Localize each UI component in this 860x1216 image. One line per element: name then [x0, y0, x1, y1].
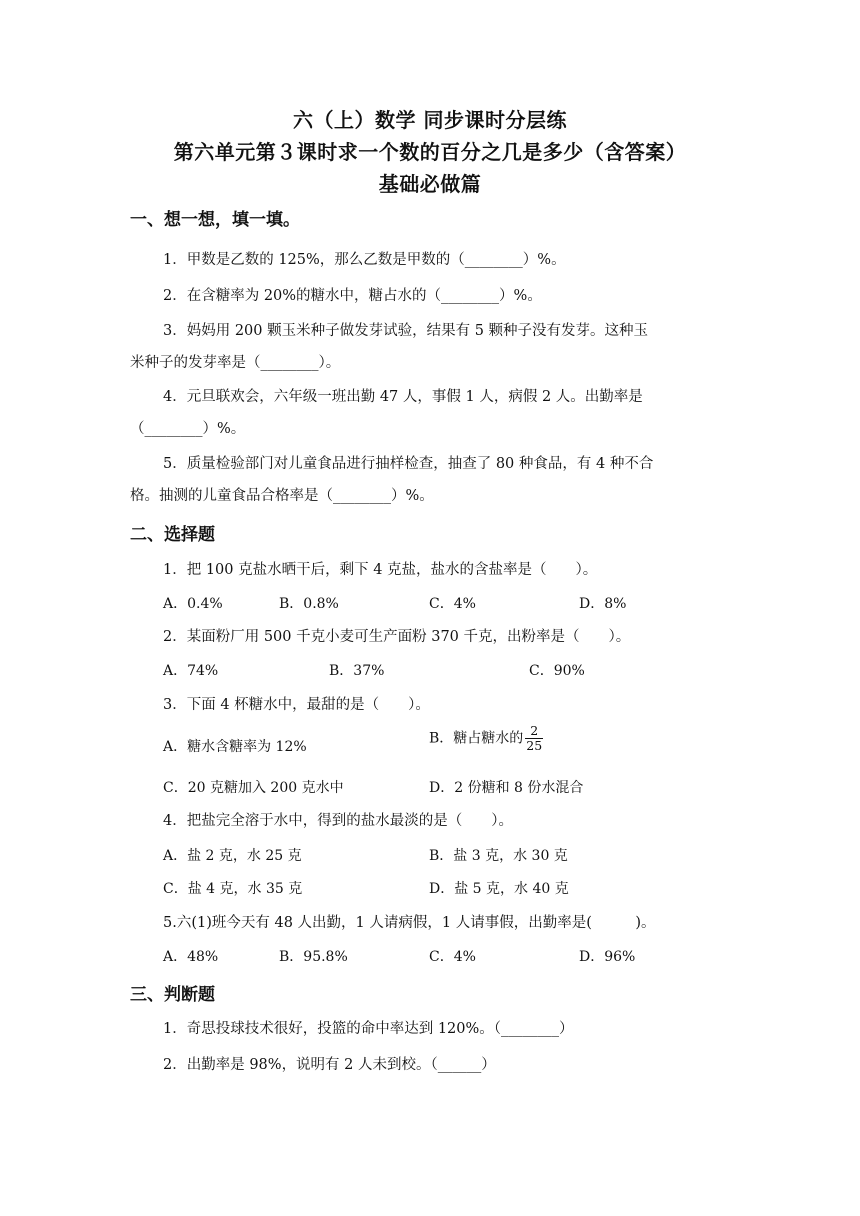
title-line-3: 基础必做篇 — [378, 172, 482, 196]
choice-5-option-c: C．4% — [429, 949, 476, 965]
fraction — [525, 724, 543, 753]
section-1-heading: 一、想一想，填一填。 — [130, 210, 300, 230]
fill-question-1: 1．甲数是乙数的 125%，那么乙数是甲数的（________）%。 — [163, 252, 566, 268]
choice-5-option-a: A．48% — [163, 949, 219, 965]
fill-question-2: 2．在含糖率为 20%的糖水中，糖占水的（________）%。 — [163, 288, 542, 304]
choice-3-option-a: A．糖水含糖率为 12% — [163, 739, 307, 755]
fill-question-5-line-2: 格。抽测的儿童食品合格率是（________）%。 — [130, 488, 434, 504]
choice-5-option-b: B．95.8% — [279, 949, 348, 965]
fill-question-4-line-1: 4．元旦联欢会，六年级一班出勤 47 人，事假 1 人，病假 2 人。出勤率是 — [163, 389, 643, 405]
title-line-1: 六（上）数学 同步课时分层练 — [293, 108, 567, 132]
fill-question-4-line-2: （________）%。 — [130, 421, 246, 437]
choice-1-option-d: D．8% — [579, 596, 627, 612]
choice-3-option-c: C．20 克糖加入 200 克水中 — [163, 780, 344, 796]
choice-4-option-a: A．盐 2 克，水 25 克 — [163, 848, 302, 864]
fill-question-5-line-1: 5．质量检验部门对儿童食品进行抽样检查，抽查了 80 种食品，有 4 种不合 — [163, 456, 654, 472]
choice-4-option-d: D．盐 5 克，水 40 克 — [429, 881, 569, 897]
choice-3-option-b — [429, 724, 543, 753]
choice-question-4: 4．把盐完全溶于水中，得到的盐水最淡的是（ ）。 — [163, 813, 513, 829]
choice-1-option-b: B．0.8% — [279, 596, 339, 612]
choice-1-option-c: C．4% — [429, 596, 476, 612]
fill-question-3-line-1: 3．妈妈用 200 颗玉米种子做发芽试验，结果有 5 颗种子没有发芽。这种玉 — [163, 323, 649, 339]
fraction-denominator: 25 — [526, 737, 543, 753]
fill-question-3-line-2: 米种子的发芽率是（________）。 — [130, 355, 341, 371]
judge-question-1: 1．奇思投球技术很好，投篮的命中率达到 120%。（________） — [163, 1021, 574, 1037]
choice-3-option-b-text: B．糖占糖水的 — [429, 730, 524, 747]
choice-5-option-d: D．96% — [579, 949, 636, 965]
choice-3-option-d: D．2 份糖和 8 份水混合 — [429, 780, 584, 796]
choice-question-1: 1．把 100 克盐水晒干后，剩下 4 克盐，盐水的含盐率是（ ）。 — [163, 562, 598, 578]
choice-2-option-a: A．74% — [163, 663, 219, 679]
choice-4-option-b: B．盐 3 克，水 30 克 — [429, 848, 568, 864]
choice-1-option-a: A．0.4% — [163, 596, 223, 612]
choice-4-option-c: C．盐 4 克，水 35 克 — [163, 881, 303, 897]
choice-question-3: 3．下面 4 杯糖水中，最甜的是（ ）。 — [163, 697, 430, 713]
section-3-heading: 三、判断题 — [130, 985, 215, 1005]
judge-question-2: 2．出勤率是 98%，说明有 2 人未到校。（______） — [163, 1057, 496, 1073]
section-2-heading: 二、选择题 — [130, 525, 215, 545]
fraction-numerator: 2 — [525, 724, 543, 739]
choice-question-2: 2．某面粉厂用 500 千克小麦可生产面粉 370 千克，出粉率是（ ）。 — [163, 629, 631, 645]
title-line-2: 第六单元第３课时求一个数的百分之几是多少（含答案） — [173, 140, 687, 164]
choice-2-option-c: C．90% — [529, 663, 585, 679]
choice-2-option-b: B．37% — [329, 663, 385, 679]
choice-question-5: 5.六(1)班今天有 48 人出勤，1 人请病假，1 人请事假，出勤率是( )。 — [163, 915, 656, 931]
